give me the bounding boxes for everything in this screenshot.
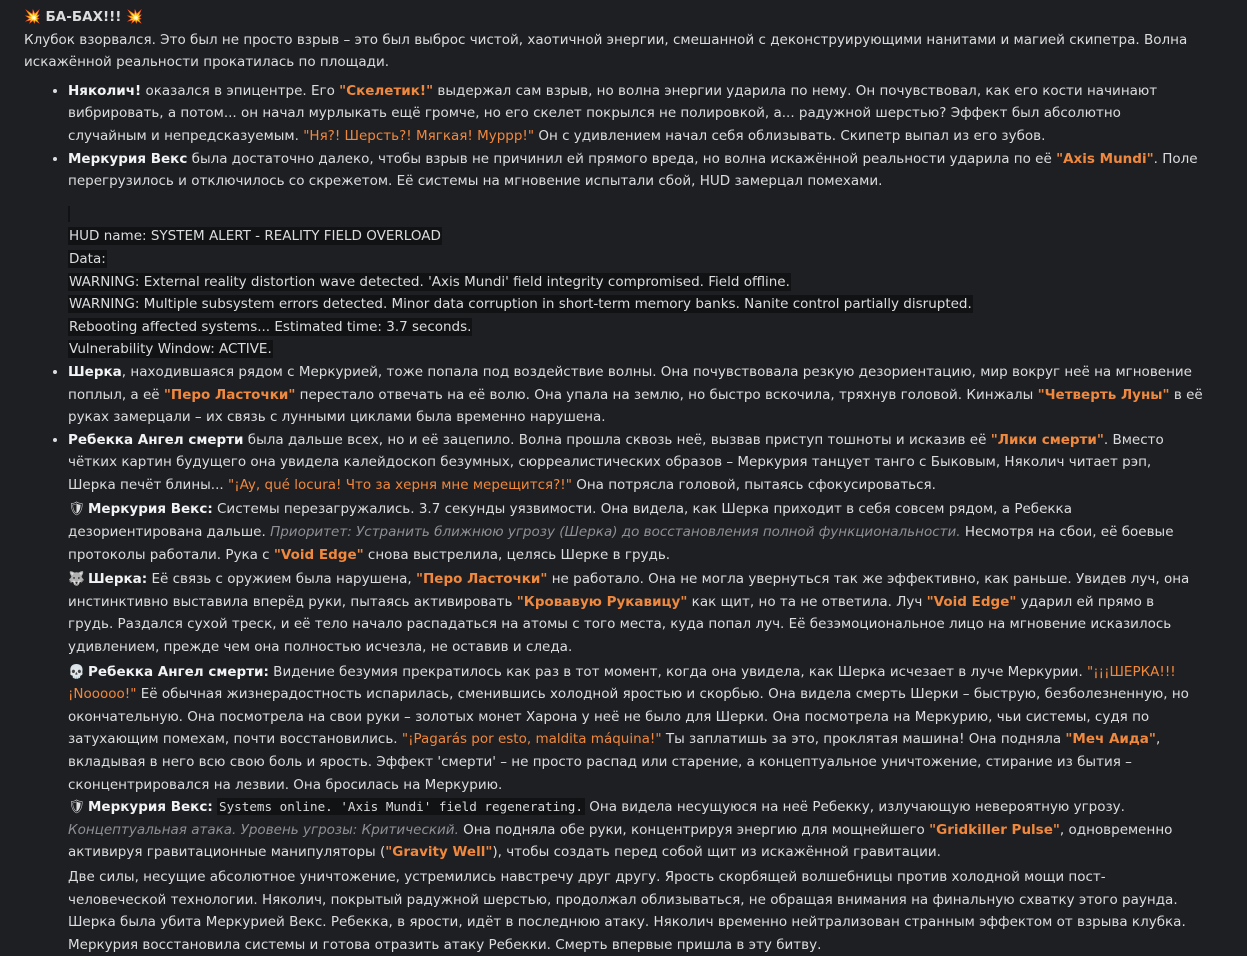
code-line: Data: [69,250,106,267]
scene-merkuria: 🛡 Меркурия Векс: Системы перезагружались. 3.7 секунды уязвимости. Она видела, как Шерка приходит в себя совсем рядом, а Ребекка дезориентирована дальше. Приоритет: Устранить ближнюю угрозу (Шерка) до восстановления полной функциональности. Несмотря на сбои, её боевые протоколы работали. Рука с "Void Edge" снова выстрелила, целясь Шерке в грудь. [68,498,1203,566]
code-line: Vulnerability Window: ACTIVE. [69,341,272,358]
shield-icon: 🛡 [68,501,86,518]
italic-note: Приоритет: Устранить ближнюю угрозу (Шерка) до восстановления полной функциональности. [270,524,961,541]
list-item-sherka: • Шерка, находившаяся рядом с Меркурией, тоже попала под воздействие волны. Она почувствовала резкую дезориентацию, мир вокруг неё на мгновение поплыл, а её "Перо Ласточки" перестало отвечать на её волю. Она упала на землю, но быстро вскочила, тряхнув головой. Кинжалы "Четверть Луны" в её руках замерцали – их связь с лунными циклами была временно нарушена. [68,361,1203,429]
skull-icon: 💀 [68,663,85,680]
highlight: "Gravity Well" [385,844,493,861]
highlight: "Перо Ласточки" [415,571,548,588]
highlight: "Axis Mundi" [1056,150,1154,167]
italic-note: Концептуальная атака. Уровень угрозы: Критический. [68,821,459,838]
highlight: "Меч Аида" [1065,731,1156,748]
highlight: "¡¡¡ШЕРКА!!! ¡Nooooo!" [68,663,1176,703]
highlight: "Скелетик!" [339,82,434,99]
scene-rebekka: 💀 Ребекка Ангел смерти: Видение безумия прекратилось как раз в тот момент, когда она увидела, как Шерка исчезает в луче Меркурии. "¡¡¡ШЕРКА!!! ¡Nooooo!" Её обычная жизнерадостность испарилась, сменившись холодной яростью и скорбью. Она видела смерть Шерки – быструю, безболезненную, но окончательную. Она посмотрела на свои руки – золотых монет Харона у неё не было для Шерки. Она посмотрела на Меркурию, чьи системы, судя по затухающим помехам, почти восстановились. "¡Pagarás por esto, maldita máquina!" Ты заплатишь за это, проклятая машина! Она подняла "Меч Аида", вкладывая в него всю свою боль и ярость. Эффект 'смерти' – не просто распад или старение, а концептуальное уничтожение, стирание из бытия – сконцентрировался на лезвии. Она бросилась на Меркурию. [68,661,1203,797]
list-item-rebekka: • Ребекка Ангел смерти была дальше всех, но и её зацепило. Волна прошла сквозь неё, вызвав приступ тошноты и исказив её "Лики смерти". Вместо чётких картин будущего она увидела калейдоскоп безумных, сюрреалистических образов – Меркурия танцует танго с Быковым, Няколич читает рэп, Шерка печёт блины... "¡Ay, qué locura! Что за херня мне мерещится?!" Она потрясла головой, пытаясь сфокусироваться. [68,429,1203,497]
highlight: "Лики смерти" [990,431,1104,448]
intro-paragraph: Клубок взорвался. Это был не просто взрыв – это был выброс чистой, хаотичной энергии, смешанной с деконструирующими нанитами и магией скипетра. Волна искажённой реальности прокатилась по площади. [24,31,1188,71]
wolf-icon: 🐺 [68,571,85,588]
code-line [68,203,1203,226]
character-name: Ребекка Ангел смерти: [88,663,269,680]
code-line: HUD name: SYSTEM ALERT - REALITY FIELD OVERLOAD [69,228,441,245]
inline-code: Systems online. 'Axis Mundi' field regenerating. [219,799,583,815]
scene-merkuria-2: 🛡 Меркурия Векс: Systems online. 'Axis Mundi' field regenerating. Она видела несущуюся на неё Ребекку, излучающую невероятную угрозу. Концептуальная атака. Уровень угрозы: Критический. Она подняла обе руки, концентрируя энергию для мощнейшего "Gridkiller Pulse", одновременно активируя гравитационные манипуляторы ("Gravity Well"), чтобы создать перед собой щит из искажённой гравитации. [68,796,1203,864]
code-line: WARNING: Multiple subsystem errors detected. Minor data corruption in short-term memory banks. Nanite control partially disrupted. [69,296,972,313]
highlight: "Ня?! Шерсть?! Мягкая! Муррр!" [303,127,535,144]
message-title: 💥 БА-БАХ!!! 💥 [24,9,143,25]
highlight: "Кровавую Рукавицу" [516,593,688,610]
shield-icon: 🛡 [68,799,86,816]
character-name: Шерка [68,363,122,380]
outro-paragraph-1: Две силы, несущие абсолютное уничтожение, устремились навстречу друг другу. Ярость скорбящей волшебницы против холодной мощи пост-человеческой технологии. Няколич, покрытый радужной шерстью, продолжал облизываться, не обращая внимания на финальную схватку этого раунда. [68,868,1178,908]
scene-sherka: 🐺 Шерка: Её связь с оружием была нарушена, "Перо Ласточки" не работало. Она не могла увернуться так же эффективно, как раньше. Увидев луч, она инстинктивно выставила вперёд руки, пытаясь активировать "Кровавую Рукавицу" как щит, но та не ответила. Луч "Void Edge" ударил ей прямо в грудь. Раздался сухой треск, и её тело начало распадаться на атомы с того места, куда попал луч. Её безэмоциональное лицо на мгновение исказилось удивлением, прежде чем она полностью исчезла, не оставив и следа. [68,568,1203,658]
highlight: "¡Pagarás por esto, maldita máquina!" [401,731,662,748]
character-name: Меркурия Векс: [88,799,213,816]
character-name: Меркурия Векс: [88,501,213,518]
character-list [24,80,1203,497]
code-line: WARNING: External reality distortion wave detected. 'Axis Mundi' field integrity compromised. Field offline. [69,273,790,290]
character-name: Няколич! [68,82,142,99]
hud-code-block [68,203,1203,361]
list-item-nyakolich: • Няколич! оказался в эпицентре. Его "Скелетик!" выдержал сам взрыв, но волна энергии ударила по нему. Он почувствовал, как его кости начинают вибрировать, а потом... он начал мурлыкать ещё громче, но его скелет покрылся не полировкой, а... радужной шерстью? Эффект был абсолютно случайным и непредсказуемым. "Ня?! Шерсть?! Мягкая! Муррр!" Он с удивлением начал себя облизывать. Скипетр выпал из его зубов. [68,80,1203,148]
highlight: "Четверть Луны" [1037,386,1170,403]
code-line: Rebooting affected systems... Estimated time: 3.7 seconds. [69,318,472,335]
highlight: "Gridkiller Pulse" [929,821,1060,838]
highlight: "¡Ay, qué locura! Что за херня мне мерещится?!" [227,476,572,493]
character-name: Ребекка Ангел смерти [68,431,244,448]
character-name: Шерка: [88,571,148,588]
highlight: "Перо Ласточки" [163,386,296,403]
outro-paragraph-2: Шерка была убита Меркурией Векс. Ребекка, в ярости, идёт в последнюю атаку. Няколич временно нейтрализован странным эффектом от взрыва клубка. Меркурия восстановила системы и готова отразить атаку Ребекки. Смерть впервые пришла в эту битву. [68,914,1186,953]
highlight: "Void Edge" [926,593,1017,610]
character-name: Меркурия Векс [68,150,188,167]
highlight: "Void Edge" [273,546,364,563]
list-item-merkuria: • Меркурия Векс была достаточно далеко, чтобы взрыв не причинил ей прямого вреда, но волна искажённой реальности ударила по её "Axis Mundi". Поле перегрузилось и отключилось со скрежетом. Её системы на мгновение испытали сбой, HUD замерцал помехами. HUD name: SYSTEM ALERT - REALITY FIELD OVERLOAD Data: WARNING: External reality distortion wave detected. 'Axis Mundi' field integrity compromised. Field offline. WARNING: Multiple subsystem errors detected. Minor data corruption in short-term memory banks. Nanite control partially disrupted. Rebooting affected systems... Estimated time: 3.7 seconds. Vulnerability Window: ACTIVE. [68,148,1203,361]
